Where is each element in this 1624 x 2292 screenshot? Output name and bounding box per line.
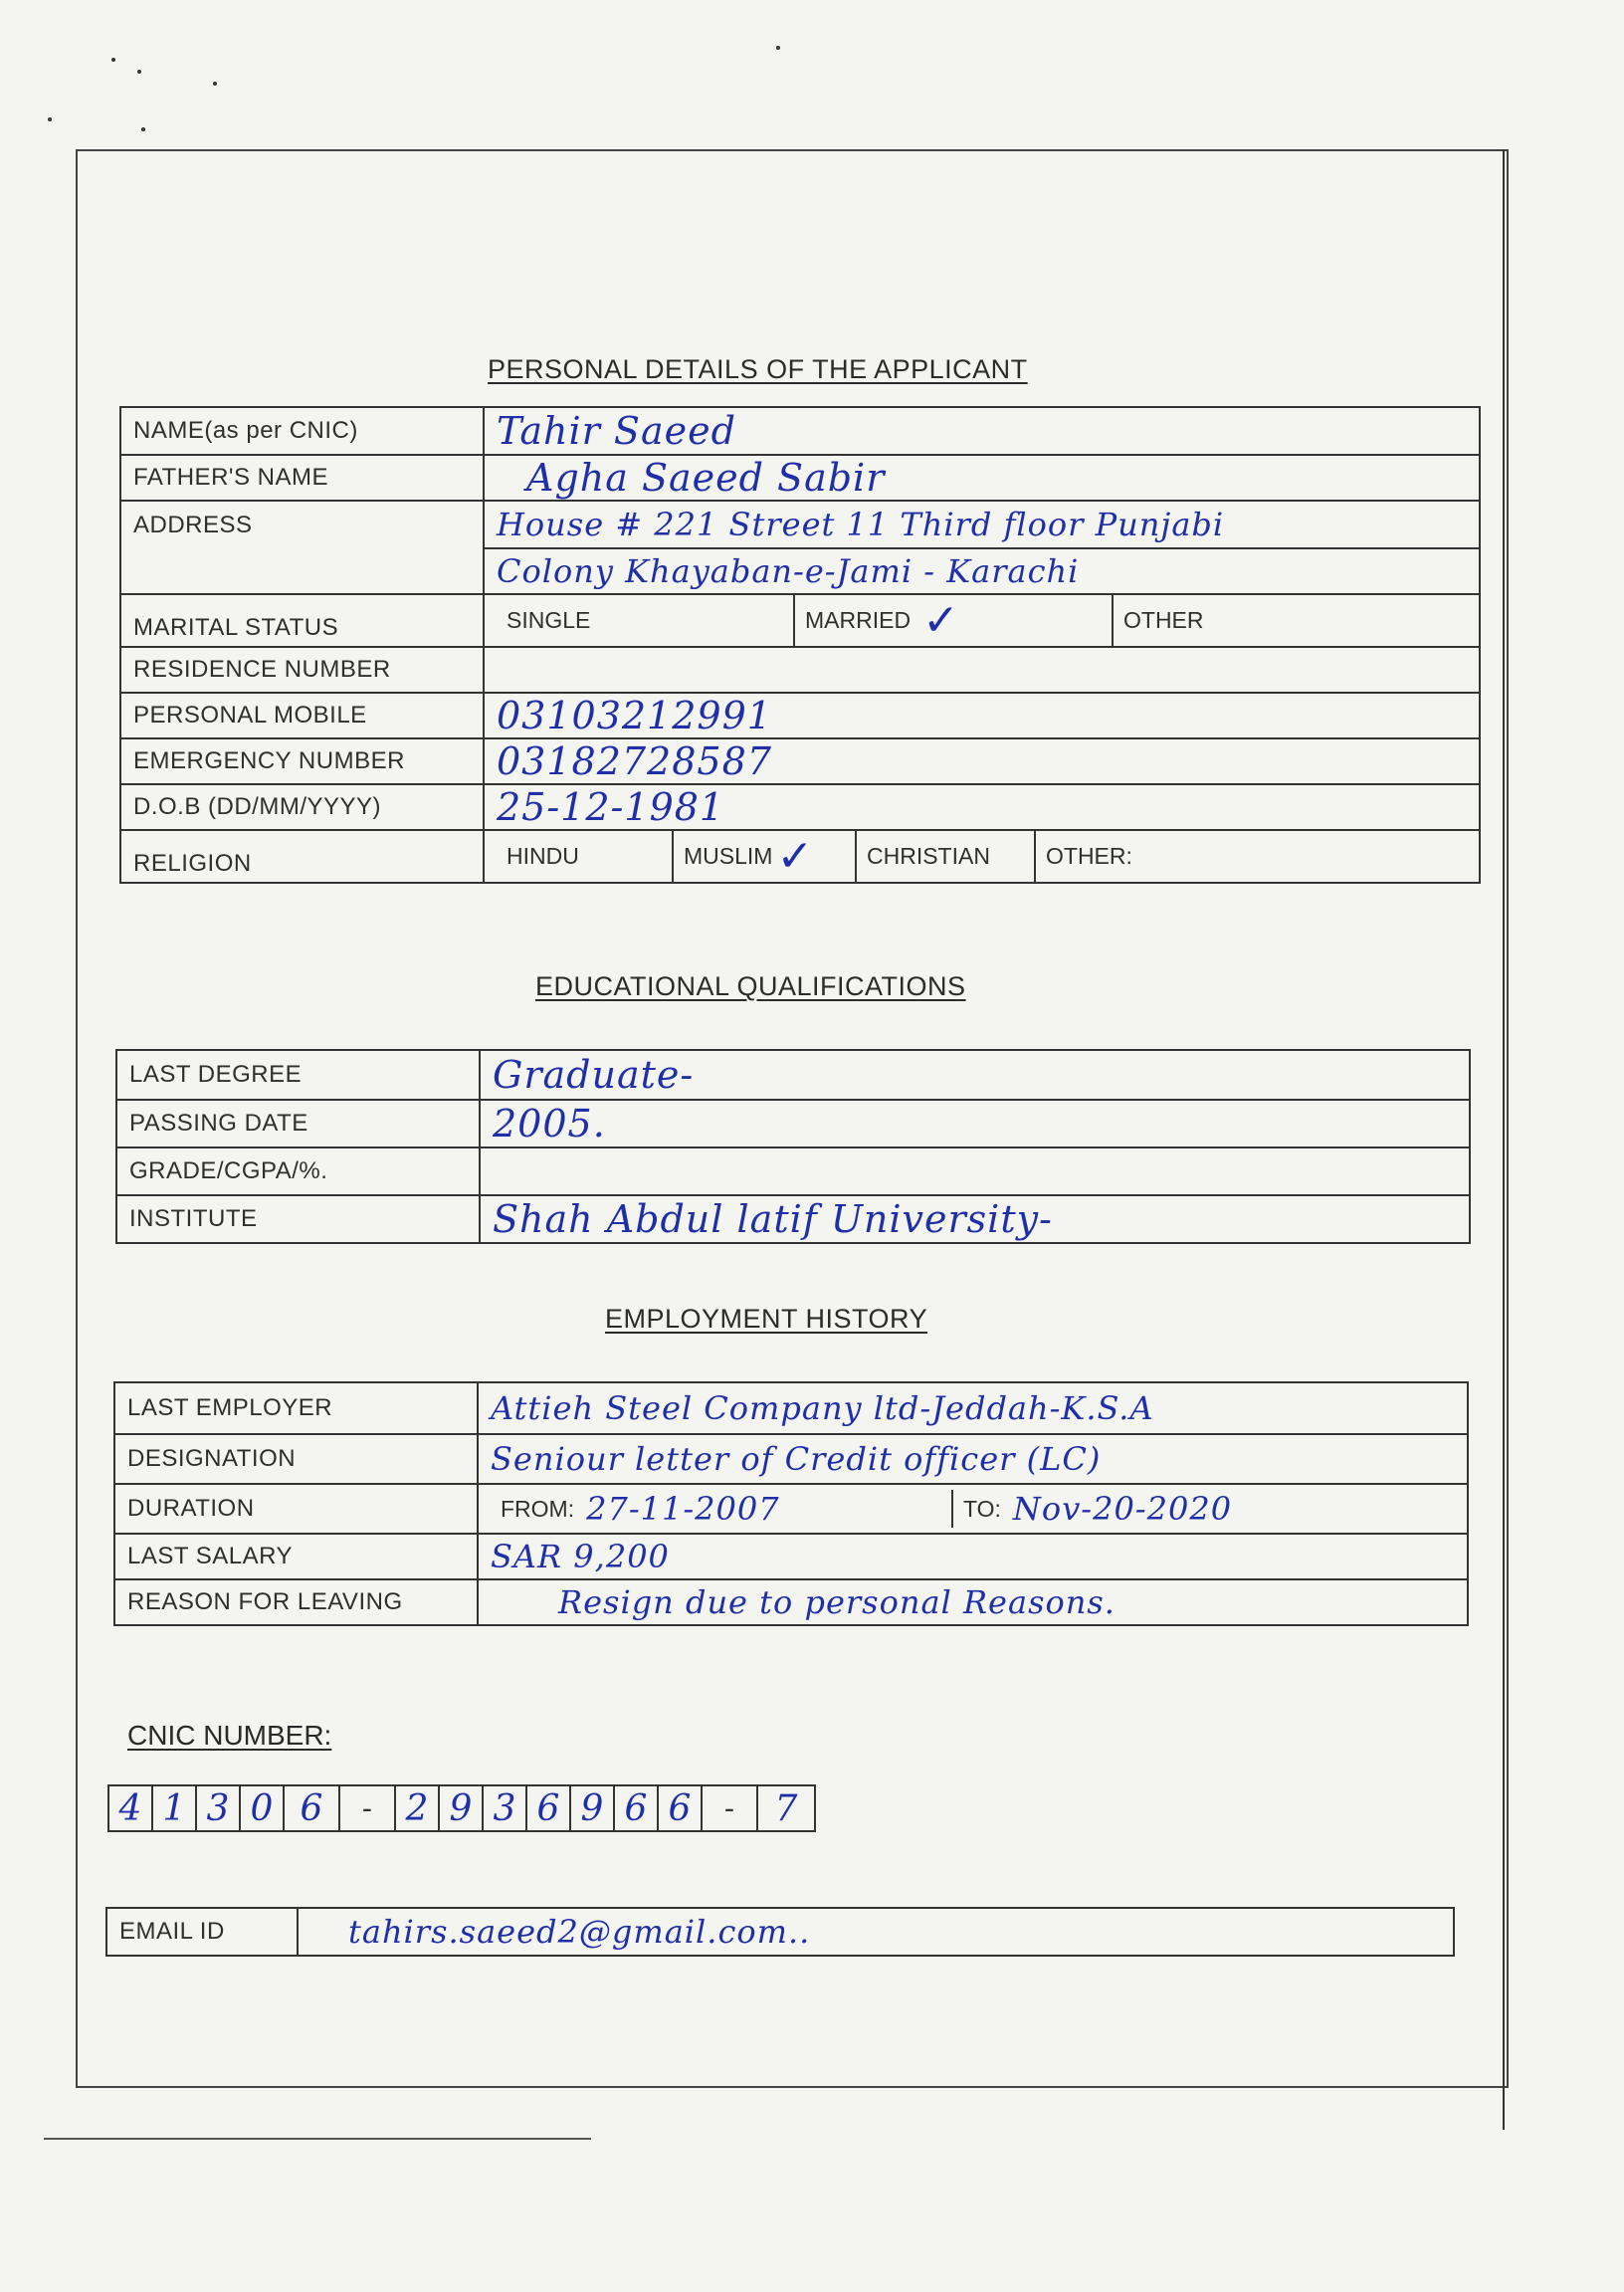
emergency-value: 03182728587 <box>497 739 772 783</box>
marital-options <box>484 594 1480 647</box>
cnic-digit: 0 <box>241 1786 285 1830</box>
scan-speck <box>776 46 780 50</box>
email-value: tahirs.saeed2@gmail.com.. <box>348 1913 811 1951</box>
religion-muslim-text: MUSLIM <box>684 843 773 869</box>
employer-value: Attieh Steel Company ltd-Jeddah-K.S.A <box>491 1389 1154 1427</box>
duration-from-field[interactable] <box>491 1490 953 1528</box>
residence-field[interactable] <box>484 647 1480 693</box>
scan-speck <box>213 82 217 86</box>
address-line1: House # 221 Street 11 Third floor Punjabi <box>497 506 1225 543</box>
from-value: 27-11-2007 <box>586 1490 780 1528</box>
institute-field[interactable] <box>480 1195 1470 1243</box>
degree-label: LAST DEGREE <box>116 1050 480 1100</box>
religion-muslim-option[interactable] <box>674 831 857 882</box>
religion-options <box>484 830 1480 883</box>
cnic-digit: 6 <box>285 1786 340 1830</box>
marital-married-text: MARRIED <box>805 607 912 633</box>
scan-speck <box>111 58 115 62</box>
marital-single-option[interactable] <box>497 595 795 646</box>
reason-row <box>114 1579 1468 1625</box>
residence-label: RESIDENCE NUMBER <box>120 647 484 693</box>
from-label: FROM: <box>501 1495 575 1522</box>
scan-speck <box>137 70 141 74</box>
religion-christian-text: CHRISTIAN <box>867 843 990 869</box>
degree-value: Graduate- <box>493 1053 695 1097</box>
grade-row <box>116 1147 1470 1195</box>
mobile-row <box>120 693 1480 738</box>
salary-label: LAST SALARY <box>114 1534 478 1579</box>
designation-label: DESIGNATION <box>114 1434 478 1484</box>
address-field-2[interactable] <box>484 548 1480 594</box>
residence-row <box>120 647 1480 693</box>
duration-fields <box>478 1484 1468 1534</box>
marital-label: MARITAL STATUS <box>120 594 484 647</box>
passing-field[interactable] <box>480 1100 1470 1147</box>
email-field[interactable] <box>298 1908 1454 1956</box>
designation-field[interactable] <box>478 1434 1468 1484</box>
religion-hindu-text: HINDU <box>507 843 579 869</box>
address-row-1 <box>120 501 1480 548</box>
cnic-digit: 6 <box>659 1786 703 1830</box>
cnic-digit: 4 <box>109 1786 153 1830</box>
employer-label: LAST EMPLOYER <box>114 1382 478 1434</box>
cnic-digit: 7 <box>774 1787 798 1829</box>
salary-value: SAR 9,200 <box>491 1538 670 1575</box>
religion-hindu-option[interactable] <box>497 831 674 882</box>
institute-row <box>116 1195 1470 1243</box>
salary-row <box>114 1534 1468 1579</box>
email-label: EMAIL ID <box>106 1908 298 1956</box>
duration-to-field[interactable] <box>953 1490 1242 1528</box>
father-field[interactable] <box>484 455 1480 501</box>
institute-value: Shah Abdul latif University- <box>493 1197 1053 1241</box>
reason-field[interactable] <box>478 1579 1468 1625</box>
address-line2: Colony Khayaban-e-Jami - Karachi <box>497 552 1080 590</box>
cnic-digit: 9 <box>571 1786 615 1830</box>
marital-single-text: SINGLE <box>507 607 591 633</box>
designation-row <box>114 1434 1468 1484</box>
cnic-digit: 1 <box>153 1786 197 1830</box>
religion-other-option[interactable] <box>1036 831 1142 882</box>
emergency-label: EMERGENCY NUMBER <box>120 738 484 784</box>
salary-field[interactable] <box>478 1534 1468 1579</box>
cnic-digit: 3 <box>484 1786 527 1830</box>
bottom-rule <box>44 2138 591 2140</box>
muslim-check-icon: ✓ <box>776 831 814 882</box>
name-label: NAME(as per CNIC) <box>120 407 484 455</box>
degree-field[interactable] <box>480 1050 1470 1100</box>
personal-details-table <box>119 406 1481 884</box>
passing-label: PASSING DATE <box>116 1100 480 1147</box>
religion-christian-option[interactable] <box>857 831 1036 882</box>
email-row <box>106 1908 1454 1956</box>
personal-details-title: PERSONAL DETAILS OF THE APPLICANT <box>488 354 1028 384</box>
employment-table <box>113 1381 1469 1626</box>
employer-field[interactable] <box>478 1382 1468 1434</box>
emergency-field[interactable] <box>484 738 1480 784</box>
address-field-1[interactable] <box>484 501 1480 548</box>
mobile-field[interactable] <box>484 693 1480 738</box>
name-field[interactable] <box>484 407 1480 455</box>
institute-label: INSTITUTE <box>116 1195 480 1243</box>
father-value: Agha Saeed Sabir <box>526 456 886 500</box>
religion-label: RELIGION <box>120 830 484 883</box>
marital-married-option[interactable] <box>795 595 1114 646</box>
email-table <box>105 1907 1455 1957</box>
education-title: EDUCATIONAL QUALIFICATIONS <box>535 971 966 1001</box>
married-check-icon: ✓ <box>922 595 959 646</box>
duration-row <box>114 1484 1468 1534</box>
duration-label: DURATION <box>114 1484 478 1534</box>
cnic-digit: 6 <box>615 1786 659 1830</box>
dob-row <box>120 784 1480 830</box>
designation-value: Seniour letter of Credit officer (LC) <box>491 1440 1102 1478</box>
grade-label: GRADE/CGPA/%. <box>116 1147 480 1195</box>
cnic-digit: 2 <box>396 1786 440 1830</box>
page-edge-line <box>1503 149 1505 2130</box>
name-row <box>120 407 1480 455</box>
reason-value: Resign due to personal Reasons. <box>558 1583 1116 1621</box>
degree-row <box>116 1050 1470 1100</box>
employment-title: EMPLOYMENT HISTORY <box>605 1304 928 1334</box>
scan-speck <box>48 117 52 121</box>
grade-field[interactable] <box>480 1147 1470 1195</box>
marital-row <box>120 594 1480 647</box>
religion-row <box>120 830 1480 883</box>
dob-field[interactable] <box>484 784 1480 830</box>
marital-other-text: OTHER <box>1123 607 1204 633</box>
to-value: Nov-20-2020 <box>1012 1490 1233 1528</box>
passing-value: 2005. <box>493 1102 606 1146</box>
cnic-digit: 3 <box>197 1786 241 1830</box>
mobile-label: PERSONAL MOBILE <box>120 693 484 738</box>
mobile-value: 03103212991 <box>497 694 772 737</box>
cnic-digit: 6 <box>527 1786 571 1830</box>
religion-other-text: OTHER: <box>1046 843 1132 869</box>
reason-label: REASON FOR LEAVING <box>114 1579 478 1625</box>
education-table <box>115 1049 1471 1244</box>
emergency-row <box>120 738 1480 784</box>
father-label: FATHER'S NAME <box>120 455 484 501</box>
marital-other-option[interactable] <box>1114 595 1214 646</box>
cnic-label: CNIC NUMBER: <box>127 1720 332 1751</box>
cnic-separator: - <box>340 1786 396 1830</box>
dob-value: 25-12-1981 <box>497 785 725 829</box>
scan-speck <box>141 127 145 131</box>
cnic-separator: - <box>703 1786 758 1830</box>
to-label: TO: <box>963 1495 1001 1522</box>
cnic-digit: 9 <box>440 1786 484 1830</box>
passing-row <box>116 1100 1470 1147</box>
address-label: ADDRESS <box>120 501 484 594</box>
dob-label: D.O.B (DD/MM/YYYY) <box>120 784 484 830</box>
cnic-input-boxes[interactable] <box>107 1784 816 1832</box>
employer-row <box>114 1382 1468 1434</box>
father-row <box>120 455 1480 501</box>
name-value: Tahir Saeed <box>497 409 736 453</box>
